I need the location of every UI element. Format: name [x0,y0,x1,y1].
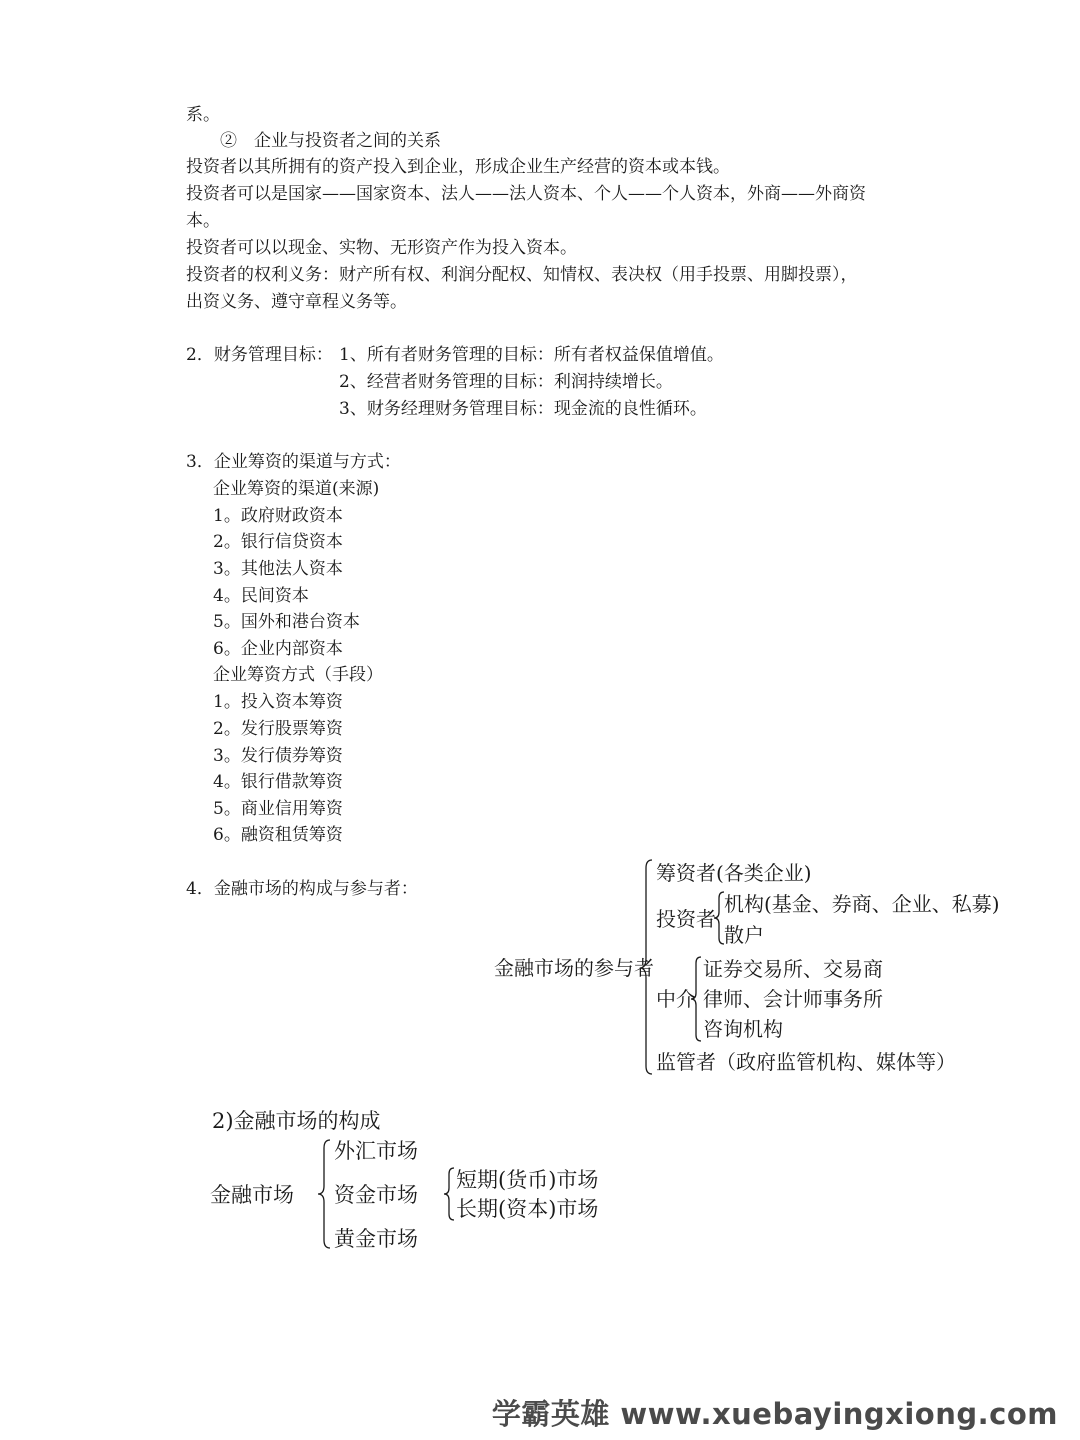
tree-node: 监管者（政府监管机构、媒体等） [656,1050,956,1074]
tree-node: 黄金市场 [334,1227,418,1251]
section-title: 4．金融市场的构成与参与者： [186,879,418,899]
section-title: 3．企业筹资的渠道与方式： [186,452,401,472]
tree-node: 咨询机构 [703,1017,783,1041]
section-title: 2．财务管理目标： [186,345,333,365]
tree-node: 外汇市场 [334,1139,418,1163]
list-item: 1。政府财政资本 [213,506,343,526]
goal-item: 2、经营者财务管理的目标：利润持续增长。 [339,372,673,392]
tree-node: 长期(资本)市场 [456,1197,599,1221]
tree-node: 资金市场 [334,1183,418,1207]
tree-node: 中介 [656,987,696,1011]
list-item: 4。银行借款筹资 [213,772,343,792]
list-item: 6。融资租赁筹资 [213,825,343,845]
text-line: 系。 [186,105,220,125]
section-title: 2)金融市场的构成 [212,1109,381,1133]
goal-item: 1、所有者财务管理的目标：所有者权益保值增值。 [339,345,724,365]
tree-node: 投资者 [656,907,716,931]
tree-node: 证券交易所、交易商 [703,957,883,981]
tree-node: 筹资者(各类企业) [656,861,812,885]
list-item: 5。国外和港台资本 [213,612,360,632]
left-brace-icon [640,858,658,1078]
list-item: 1。投入资本筹资 [213,692,343,712]
text-line: 投资者以其所拥有的资产投入到企业，形成企业生产经营的资本或本钱。 [186,157,730,177]
list-item: 2。银行信贷资本 [213,532,343,552]
list-item: 6。企业内部资本 [213,639,343,659]
list-heading: 企业筹资的渠道(来源) [213,479,380,499]
left-brace-icon [318,1138,334,1252]
tree-node: 短期(货币)市场 [456,1168,599,1192]
subsection-heading: ② 企业与投资者之间的关系 [220,131,441,151]
watermark: 学霸英雄 www.xuebayingxiong.com [491,1397,1058,1431]
tree-root: 金融市场 [210,1183,294,1207]
list-item: 3。发行债券筹资 [213,746,343,766]
tree-node: 律师、会计师事务所 [703,987,883,1011]
text-line: 本。 [186,211,220,231]
tree-root: 金融市场的参与者 [494,956,654,980]
list-item: 5。商业信用筹资 [213,799,343,819]
text-line: 投资者可以是国家——国家资本、法人——法人资本、个人——个人资本，外商——外商资 [186,184,866,204]
text-line: 出资义务、遵守章程义务等。 [186,292,407,312]
list-heading: 企业筹资方式（手段） [213,665,383,685]
text-line: 投资者可以以现金、实物、无形资产作为投入资本。 [186,238,577,258]
goal-item: 3、财务经理财务管理目标：现金流的良性循环。 [339,399,707,419]
list-item: 2。发行股票筹资 [213,719,343,739]
text-line: 投资者的权利义务：财产所有权、利润分配权、知情权、表决权（用手投票、用脚投票）， [186,265,858,285]
tree-node: 散户 [724,923,764,947]
tree-node: 机构(基金、券商、企业、私募) [724,892,1000,916]
list-item: 4。民间资本 [213,586,309,606]
list-item: 3。其他法人资本 [213,559,343,579]
